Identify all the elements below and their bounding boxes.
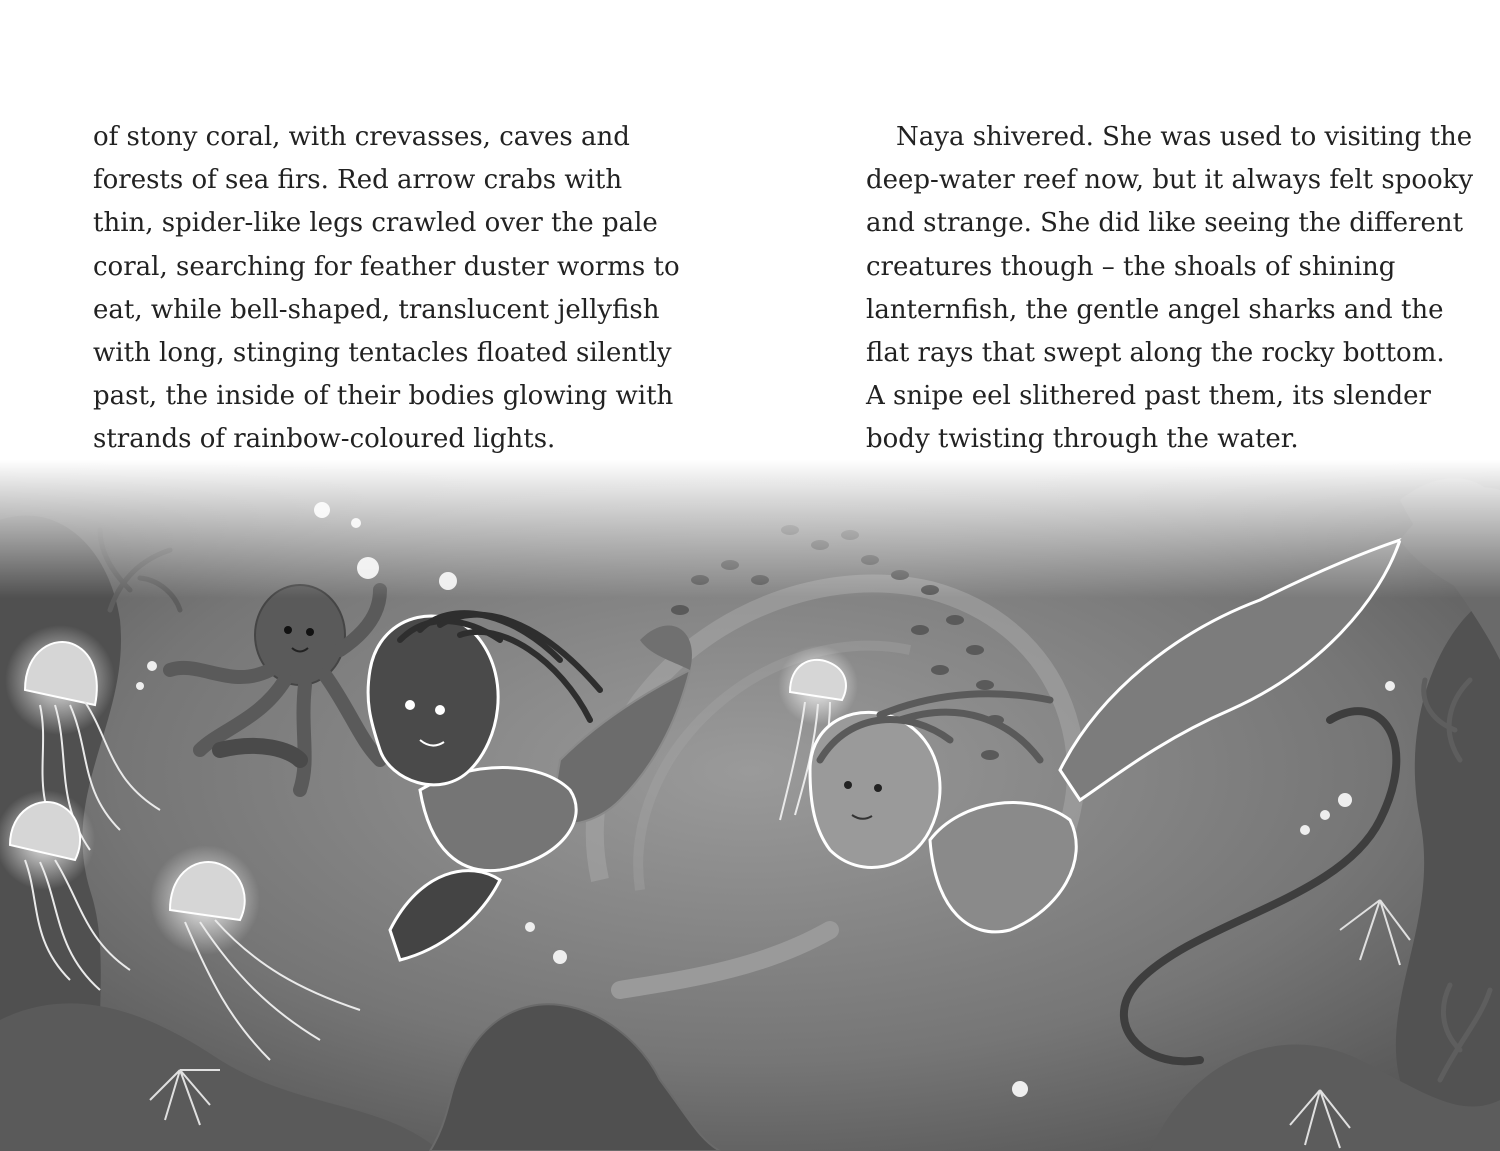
text-line: creatures though – the shoals of shining — [866, 251, 1396, 282]
illustration-svg — [0, 460, 1500, 1151]
text-line: deep-water reef now, but it always felt spooky — [866, 165, 1474, 196]
text-line: with long, stinging tentacles floated silently — [93, 338, 672, 369]
text-line: flat rays that swept along the rocky bottom. — [866, 338, 1445, 369]
text-line: strands of rainbow-coloured lights. — [93, 424, 556, 455]
right-page-text — [866, 116, 1474, 462]
text-line: and strange. She did like seeing the different — [866, 208, 1464, 239]
text-line: of stony coral, with crevasses, caves and — [93, 122, 630, 152]
text-line: Naya shivered. She was used to visiting the — [896, 122, 1473, 152]
text-line: lanternfish, the gentle angel sharks and the — [866, 294, 1444, 325]
text-line: body twisting through the water. — [866, 424, 1299, 455]
left-page-text — [93, 116, 680, 462]
top-fade-overlay — [0, 460, 1500, 1151]
text-line: thin, spider-like legs crawled over the pale — [93, 208, 658, 239]
text-line: eat, while bell-shaped, translucent jellyfish — [93, 294, 660, 325]
text-line: past, the inside of their bodies glowing with — [93, 381, 674, 412]
underwater-illustration — [0, 460, 1500, 1151]
text-line: coral, searching for feather duster worms to — [93, 251, 680, 282]
text-line: forests of sea firs. Red arrow crabs with — [93, 165, 623, 196]
text-line: A snipe eel slithered past them, its slender — [866, 381, 1431, 412]
